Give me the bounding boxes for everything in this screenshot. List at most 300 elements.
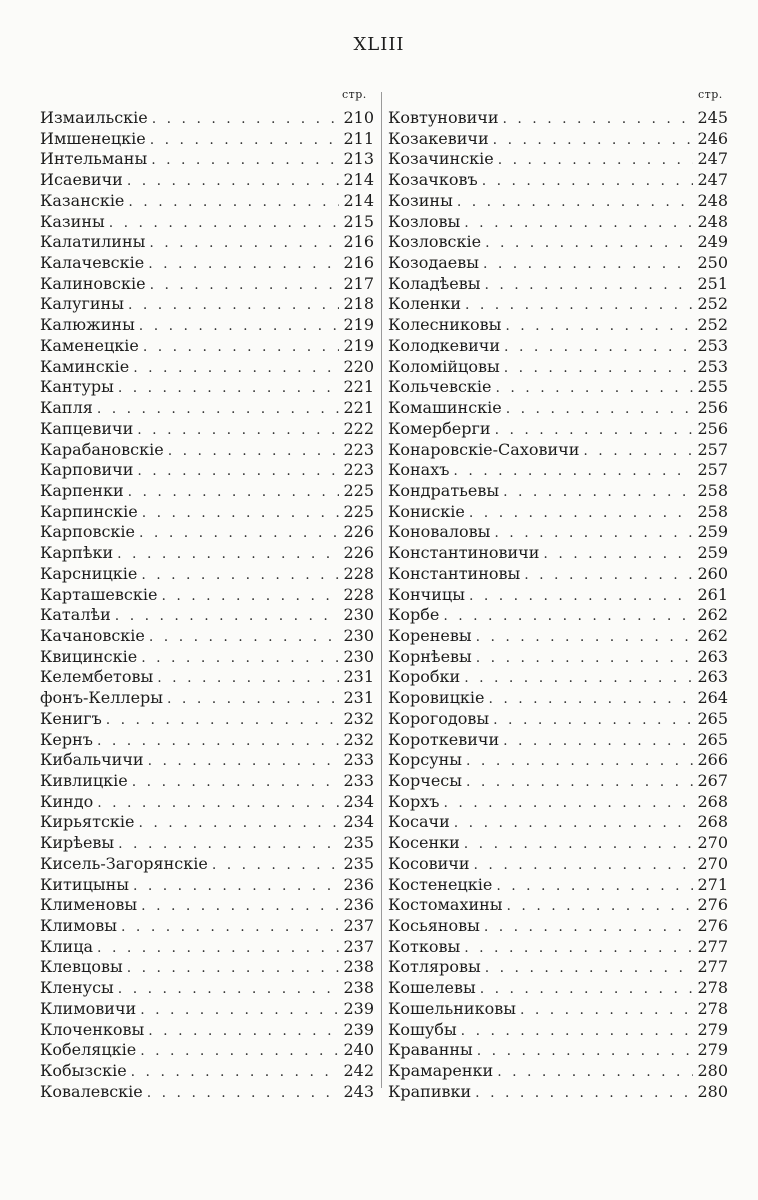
entry-name: Квицинскіе	[40, 646, 138, 666]
entry-name: Кобызскіе	[40, 1061, 127, 1081]
index-entry	[388, 191, 728, 212]
dot-leader	[504, 337, 693, 358]
entry-page-number: 238	[343, 978, 374, 998]
entry-name: Ковалевскіе	[40, 1081, 143, 1101]
index-entry	[388, 108, 728, 129]
index-entry	[40, 667, 374, 688]
dot-leader	[139, 316, 340, 337]
entry-page-number: 259	[697, 543, 728, 563]
entry-name: Интельманы	[40, 149, 148, 169]
entry-name: Козины	[388, 190, 453, 210]
index-entry	[388, 336, 728, 357]
dot-leader	[137, 461, 339, 482]
entry-page-number: 279	[697, 1040, 728, 1060]
index-entry	[40, 191, 374, 212]
entry-name: Косовичи	[388, 853, 470, 873]
entry-page-number: 252	[697, 315, 728, 335]
entry-page-number: 251	[697, 273, 728, 293]
entry-name: Качановскіе	[40, 625, 145, 645]
entry-page-number: 280	[697, 1061, 728, 1081]
entry-page-number: 232	[343, 708, 374, 728]
dot-leader	[128, 482, 340, 503]
dot-leader	[464, 834, 694, 855]
entry-name: Имшенецкіе	[40, 128, 146, 148]
dot-leader	[167, 689, 339, 710]
index-entry	[40, 875, 374, 896]
dot-leader	[151, 150, 339, 171]
index-entry	[388, 522, 728, 543]
dot-leader	[503, 731, 693, 752]
entry-page-number: 223	[343, 439, 374, 459]
index-entry	[388, 937, 728, 958]
index-entry	[40, 129, 374, 150]
dot-leader	[142, 503, 340, 524]
entry-page-number: 253	[697, 335, 728, 355]
index-entry	[40, 149, 374, 170]
dot-leader	[475, 1083, 693, 1104]
entry-name: Комерберги	[388, 418, 491, 438]
entry-page-number: 258	[697, 501, 728, 521]
entry-name: Коровицкіе	[388, 688, 485, 708]
entry-page-number: 277	[697, 936, 728, 956]
entry-name: Карабановскіе	[40, 439, 164, 459]
entry-name: Калиновскіе	[40, 273, 146, 293]
entry-page-number: 259	[697, 522, 728, 542]
entry-name: Колесниковы	[388, 315, 502, 335]
entry-name: Кошельниковы	[388, 998, 516, 1018]
entry-page-number: 248	[697, 190, 728, 210]
dot-leader	[483, 254, 693, 275]
dot-leader	[141, 565, 339, 586]
dot-leader	[482, 171, 694, 192]
dot-leader	[503, 109, 694, 130]
entry-name: Кошубы	[388, 1019, 457, 1039]
entry-name: Кирѣевы	[40, 833, 115, 853]
dot-leader	[117, 544, 339, 565]
dot-leader	[150, 130, 340, 151]
entry-page-number: 270	[697, 853, 728, 873]
entry-page-number: 228	[343, 584, 374, 604]
entry-page-number: 211	[343, 128, 374, 148]
entry-page-number: 213	[343, 149, 374, 169]
entry-page-number: 225	[343, 501, 374, 521]
entry-name: Казанскіе	[40, 190, 125, 210]
dot-leader	[498, 150, 694, 171]
index-entry	[40, 460, 374, 481]
index-entry	[40, 585, 374, 606]
dot-leader	[97, 731, 340, 752]
index-entry	[388, 315, 728, 336]
entry-page-number: 265	[697, 729, 728, 749]
dot-leader	[464, 938, 693, 959]
right-index-column	[388, 108, 728, 1103]
entry-page-number: 220	[343, 356, 374, 376]
entry-page-number: 238	[343, 957, 374, 977]
entry-name: Конахъ	[388, 460, 450, 480]
dot-leader	[484, 917, 694, 938]
entry-page-number: 219	[343, 315, 374, 335]
entry-page-number: 262	[697, 625, 728, 645]
index-entry	[40, 315, 374, 336]
entry-page-number: 246	[697, 128, 728, 148]
dot-leader	[474, 855, 694, 876]
index-entry	[40, 481, 374, 502]
entry-page-number: 216	[343, 253, 374, 273]
dot-leader	[133, 358, 339, 379]
dot-leader	[137, 420, 339, 441]
index-entry	[388, 812, 728, 833]
entry-page-number: 245	[697, 108, 728, 127]
dot-leader	[495, 420, 694, 441]
entry-page-number: 214	[343, 170, 374, 190]
entry-name: Кибальчичи	[40, 750, 144, 770]
page-number: XLIII	[353, 34, 405, 55]
entry-page-number: 255	[697, 377, 728, 397]
index-entry	[388, 688, 728, 709]
entry-name: Исаевичи	[40, 170, 123, 190]
index-entry	[388, 895, 728, 916]
dot-leader	[583, 441, 693, 462]
index-entry	[388, 605, 728, 626]
index-entry	[388, 1020, 728, 1041]
index-entry	[40, 978, 374, 999]
entry-name: Котковы	[388, 936, 461, 956]
entry-name: Константиновичи	[388, 543, 540, 563]
entry-name: Константиновы	[388, 563, 521, 583]
entry-name: Кирьятскіе	[40, 812, 135, 832]
dot-leader	[133, 876, 339, 897]
entry-page-number: 225	[343, 480, 374, 500]
dot-leader	[506, 399, 694, 420]
entry-name: Каменецкіе	[40, 335, 139, 355]
entry-name: Капля	[40, 398, 93, 418]
dot-leader	[131, 1062, 340, 1083]
entry-page-number: 234	[343, 791, 374, 811]
dot-leader	[503, 482, 693, 503]
dot-leader	[127, 171, 340, 192]
entry-page-number: 226	[343, 522, 374, 542]
entry-name: Коробки	[388, 667, 461, 687]
entry-page-number: 221	[343, 377, 374, 397]
entry-name: Коломійцовы	[388, 356, 500, 376]
dot-leader	[141, 896, 339, 917]
entry-name: Ковтуновичи	[388, 108, 499, 127]
entry-page-number: 230	[343, 625, 374, 645]
index-entry	[40, 1020, 374, 1041]
dot-leader	[524, 565, 693, 586]
entry-page-number: 252	[697, 294, 728, 314]
entry-name: Карповскіе	[40, 522, 136, 542]
index-entry	[388, 502, 728, 523]
dot-leader	[149, 233, 339, 254]
entry-name: Клица	[40, 936, 94, 956]
dot-leader	[141, 648, 339, 669]
entry-name: Кивлицкіе	[40, 771, 128, 790]
entry-page-number: 263	[697, 667, 728, 687]
entry-page-number: 268	[697, 791, 728, 811]
entry-name: Киндо	[40, 791, 94, 811]
dot-leader	[127, 958, 340, 979]
entry-name: Карсницкіе	[40, 563, 138, 583]
dot-leader	[469, 503, 694, 524]
dot-leader	[148, 751, 340, 772]
index-entry	[388, 647, 728, 668]
entry-name: Кореневы	[388, 625, 472, 645]
entry-page-number: 231	[343, 688, 374, 708]
entry-name: Коладѣевы	[388, 273, 481, 293]
entry-page-number: 257	[697, 439, 728, 459]
entry-page-number: 270	[697, 833, 728, 853]
dot-leader	[461, 1021, 694, 1042]
entry-page-number: 250	[697, 253, 728, 273]
dot-leader	[97, 399, 340, 420]
index-entry	[40, 232, 374, 253]
dot-leader	[128, 192, 339, 213]
index-entry	[388, 854, 728, 875]
index-entry	[40, 688, 374, 709]
entry-page-number: 243	[343, 1081, 374, 1101]
dot-leader	[132, 772, 340, 793]
dot-leader	[453, 461, 693, 482]
dot-leader	[496, 378, 694, 399]
index-entry	[40, 999, 374, 1020]
index-entry	[40, 543, 374, 564]
entry-name: Климовичи	[40, 998, 137, 1018]
entry-page-number: 253	[697, 356, 728, 376]
index-entry	[388, 564, 728, 585]
entry-name: Кошелевы	[388, 978, 476, 998]
entry-page-number: 267	[697, 771, 728, 790]
index-entry	[388, 460, 728, 481]
dot-leader	[488, 689, 693, 710]
entry-name: Косачи	[388, 812, 450, 832]
index-entry	[40, 108, 374, 129]
entry-name: Конаровскіе-Саховичи	[388, 439, 580, 459]
entry-name: Корогодовы	[388, 708, 490, 728]
dot-leader	[212, 855, 340, 876]
index-entry	[388, 1061, 728, 1082]
dot-leader	[493, 130, 694, 151]
dot-leader	[494, 523, 693, 544]
entry-name: Крапивки	[388, 1081, 472, 1101]
entry-page-number: 278	[697, 978, 728, 998]
index-entry	[40, 274, 374, 295]
index-entry	[40, 937, 374, 958]
index-entry	[388, 481, 728, 502]
entry-page-number: 235	[343, 833, 374, 853]
entry-name: Калатилины	[40, 232, 146, 252]
dot-leader	[168, 441, 340, 462]
entry-page-number: 215	[343, 211, 374, 231]
dot-leader	[457, 192, 694, 213]
entry-page-number: 232	[343, 729, 374, 749]
entry-page-number: 237	[343, 916, 374, 936]
dot-leader	[480, 979, 694, 1000]
dot-leader	[485, 233, 693, 254]
entry-name: Клевцовы	[40, 957, 123, 977]
entry-page-number: 236	[343, 895, 374, 915]
index-entry	[388, 792, 728, 813]
entry-name: Корнѣевы	[388, 646, 472, 666]
entry-name: Козловскіе	[388, 232, 482, 252]
dot-leader	[148, 254, 339, 275]
index-entry	[388, 543, 728, 564]
entry-name: Козодаевы	[388, 253, 479, 273]
dot-leader	[443, 606, 693, 627]
index-entry	[40, 170, 374, 191]
dot-leader	[477, 1041, 694, 1062]
entry-page-number: 228	[343, 563, 374, 583]
entry-page-number: 248	[697, 211, 728, 231]
entry-name: Козловы	[388, 211, 461, 231]
index-entry	[40, 792, 374, 813]
entry-page-number: 235	[343, 853, 374, 873]
entry-name: Колодкевичи	[388, 335, 501, 355]
dot-leader	[140, 1041, 339, 1062]
entry-page-number: 230	[343, 646, 374, 666]
index-entry	[40, 647, 374, 668]
entry-page-number: 230	[343, 605, 374, 625]
dot-leader	[485, 958, 694, 979]
dot-leader	[507, 896, 694, 917]
entry-name: Корхъ	[388, 791, 440, 811]
dot-leader	[143, 337, 340, 358]
dot-leader	[118, 834, 339, 855]
entry-name: Кантуры	[40, 377, 114, 397]
index-entry	[40, 502, 374, 523]
entry-name: Карповичи	[40, 460, 134, 480]
entry-page-number: 222	[343, 418, 374, 438]
entry-page-number: 239	[343, 998, 374, 1018]
index-entry	[40, 1082, 374, 1103]
dot-leader	[139, 523, 339, 544]
entry-page-number: 266	[697, 750, 728, 770]
entry-name: Козачковъ	[388, 170, 478, 190]
entry-name: Карпѣки	[40, 543, 114, 563]
entry-page-number: 233	[343, 750, 374, 770]
index-entry	[388, 274, 728, 295]
dot-leader	[128, 295, 340, 316]
entry-name: Козачинскіе	[388, 149, 494, 169]
entry-page-number: 237	[343, 936, 374, 956]
dot-leader	[469, 586, 694, 607]
entry-page-number: 223	[343, 460, 374, 480]
entry-name: Коноваловы	[388, 522, 491, 542]
entry-name: Козакевичи	[388, 128, 489, 148]
entry-page-number: 221	[343, 398, 374, 418]
entry-page-number: 240	[343, 1040, 374, 1060]
dot-leader	[152, 109, 340, 130]
dot-leader	[121, 917, 339, 938]
entry-name: Котляровы	[388, 957, 481, 977]
entry-name: Казины	[40, 211, 105, 231]
entry-name: Крамаренки	[388, 1061, 494, 1081]
entry-name: Костенецкіе	[388, 874, 493, 894]
index-entry	[40, 1061, 374, 1082]
entry-page-number: 263	[697, 646, 728, 666]
entry-name: Кернъ	[40, 729, 93, 749]
entry-page-number: 256	[697, 398, 728, 418]
entry-name: Кленусы	[40, 978, 114, 998]
entry-name: Короткевичи	[388, 729, 500, 749]
entry-page-number: 276	[697, 916, 728, 936]
entry-page-number: 233	[343, 771, 374, 790]
entry-name: Каминскіе	[40, 356, 130, 376]
index-entry	[388, 667, 728, 688]
index-entry	[388, 771, 728, 792]
entry-name: Костомахины	[388, 895, 503, 915]
index-entry	[388, 750, 728, 771]
entry-page-number: 231	[343, 667, 374, 687]
entry-page-number: 256	[697, 418, 728, 438]
index-entry	[40, 398, 374, 419]
index-entry	[388, 916, 728, 937]
dot-leader	[148, 1021, 339, 1042]
dot-leader	[97, 793, 339, 814]
entry-name: Корбе	[388, 605, 440, 625]
entry-page-number: 276	[697, 895, 728, 915]
index-entry	[40, 750, 374, 771]
entry-page-number: 236	[343, 874, 374, 894]
index-entry	[388, 149, 728, 170]
entry-name: Кондратьевы	[388, 480, 500, 500]
entry-name: Комашинскіе	[388, 398, 502, 418]
entry-page-number: 268	[697, 812, 728, 832]
entry-page-number: 217	[343, 273, 374, 293]
dot-leader	[454, 813, 694, 834]
entry-name: Кенигъ	[40, 708, 102, 728]
right-column-header: стр.	[698, 88, 723, 101]
dot-leader	[520, 1000, 694, 1021]
index-entry	[40, 294, 374, 315]
dot-leader	[149, 627, 340, 648]
entry-page-number: 247	[697, 170, 728, 190]
index-entry	[388, 398, 728, 419]
entry-name: Коленки	[388, 294, 461, 314]
dot-leader	[466, 751, 693, 772]
entry-name: Измаильскіе	[40, 108, 148, 127]
dot-leader	[497, 1062, 693, 1083]
entry-page-number: 257	[697, 460, 728, 480]
entry-page-number: 210	[343, 108, 374, 127]
entry-name: Келембетовы	[40, 667, 154, 687]
entry-page-number: 247	[697, 149, 728, 169]
dot-leader	[443, 793, 693, 814]
dot-leader	[476, 648, 694, 669]
entry-page-number: 264	[697, 688, 728, 708]
entry-page-number: 279	[697, 1019, 728, 1039]
entry-name: Клименовы	[40, 895, 138, 915]
index-entry	[40, 812, 374, 833]
index-entry	[40, 1040, 374, 1061]
index-entry	[40, 709, 374, 730]
entry-page-number: 214	[343, 190, 374, 210]
dot-leader	[118, 378, 340, 399]
entry-page-number: 249	[697, 232, 728, 252]
left-column-header: стр.	[342, 88, 367, 101]
entry-name: Корчесы	[388, 771, 462, 790]
index-entry	[388, 1082, 728, 1103]
dot-leader	[484, 275, 693, 296]
index-entry	[388, 978, 728, 999]
dot-leader	[476, 627, 694, 648]
entry-name: Кольчевскіе	[388, 377, 492, 397]
entry-name: Косьяновы	[388, 916, 480, 936]
index-entry	[40, 253, 374, 274]
index-entry	[40, 357, 374, 378]
entry-name: Кисель-Загорянскіе	[40, 853, 208, 873]
dot-leader	[140, 1000, 339, 1021]
